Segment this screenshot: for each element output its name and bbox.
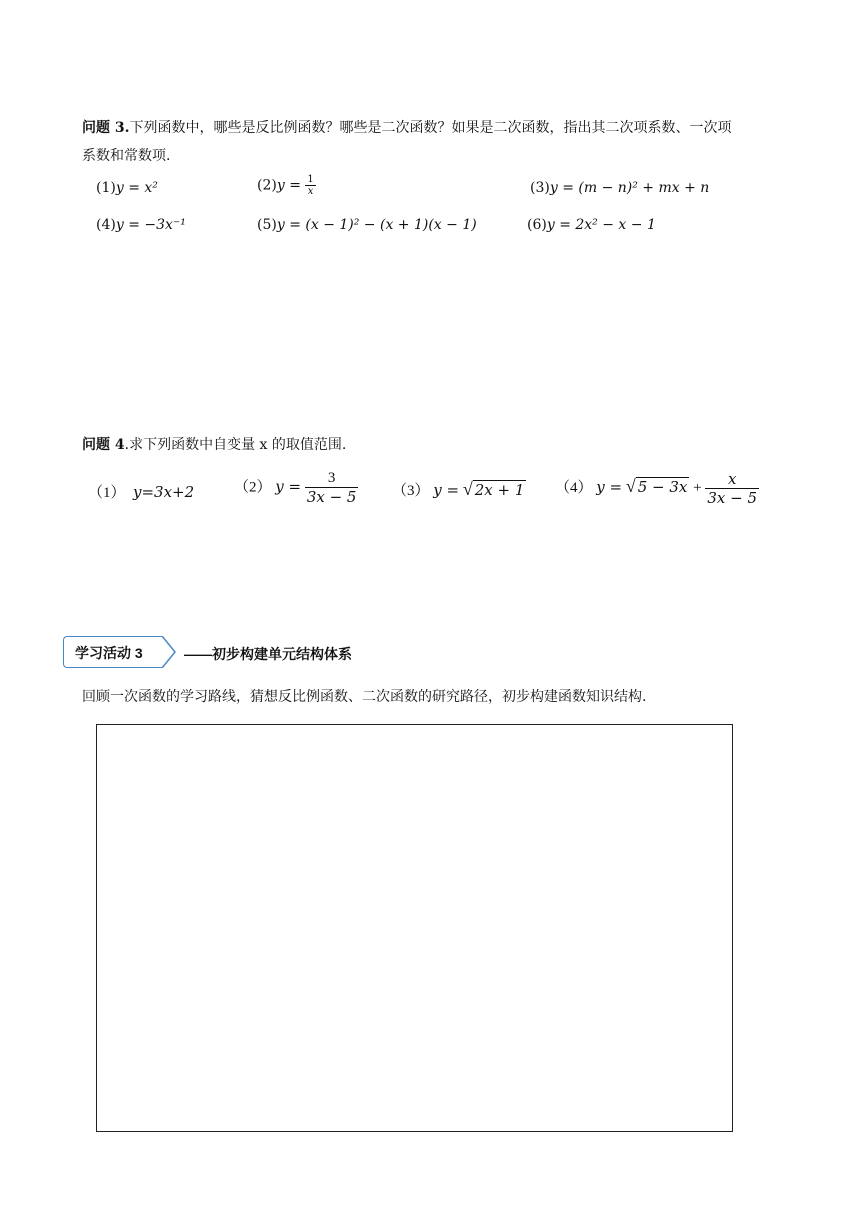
q3-item-4: (4)y = −3x⁻¹ xyxy=(96,217,186,233)
q3-line2: 系数和常数项. xyxy=(82,148,171,164)
q3-item-1: (1)y = x² xyxy=(96,180,158,196)
activity-tag-label: 学习活动 3 xyxy=(75,645,143,661)
q3-item-2: (2)y = $\frac{1}{x}$ xyxy=(257,174,314,197)
q4-item-2: （2） y = $\frac{3}{3x - 5}$ xyxy=(234,470,357,506)
activity-subtitle: ——初步构建单元结构体系 xyxy=(184,646,352,662)
square-root: √ 5 − 3x xyxy=(625,475,688,496)
q4-item-4: （4） y = √ 5 − 3x + $\frac{x}{3x - 5}$ xyxy=(555,470,757,507)
q4-item-1: （1） y=3x+2 xyxy=(88,483,195,501)
fraction: $\frac{x}{3x - 5}$ xyxy=(707,470,757,507)
q4-item-3: （3） y = √ 2x + 1 xyxy=(392,479,525,499)
q3-item-5: (5)y = (x − 1)² − (x + 1)(x − 1) xyxy=(257,217,477,233)
square-root: √ 2x + 1 xyxy=(462,479,525,499)
activity-tag xyxy=(63,636,176,668)
q3-label: 问题 3. xyxy=(82,120,130,136)
fraction: $\frac{1}{x}$ xyxy=(307,174,314,197)
q3-item-6: (6)y = 2x² − x − 1 xyxy=(527,217,656,233)
q4-heading xyxy=(82,434,346,454)
q3-text-line1: 下列函数中，哪些是反比例函数？哪些是二次函数？如果是二次函数，指出其二次项系数、一次项 xyxy=(129,120,732,136)
fraction: $\frac{3}{3x - 5}$ xyxy=(306,470,357,506)
tag-arrow-icon xyxy=(161,636,177,668)
answer-box[interactable] xyxy=(96,724,733,1132)
q4-text: .求下列函数中自变量 x 的取值范围. xyxy=(124,437,347,453)
q3-line1 xyxy=(82,117,732,137)
q3-item-3: (3)y = (m − n)² + mx + n xyxy=(530,180,710,196)
q4-label: 问题 4 xyxy=(82,437,125,453)
activity-instruction: 回顾一次函数的学习路线，猜想反比例函数、二次函数的研究路径，初步构建函数知识结构. xyxy=(82,689,647,705)
